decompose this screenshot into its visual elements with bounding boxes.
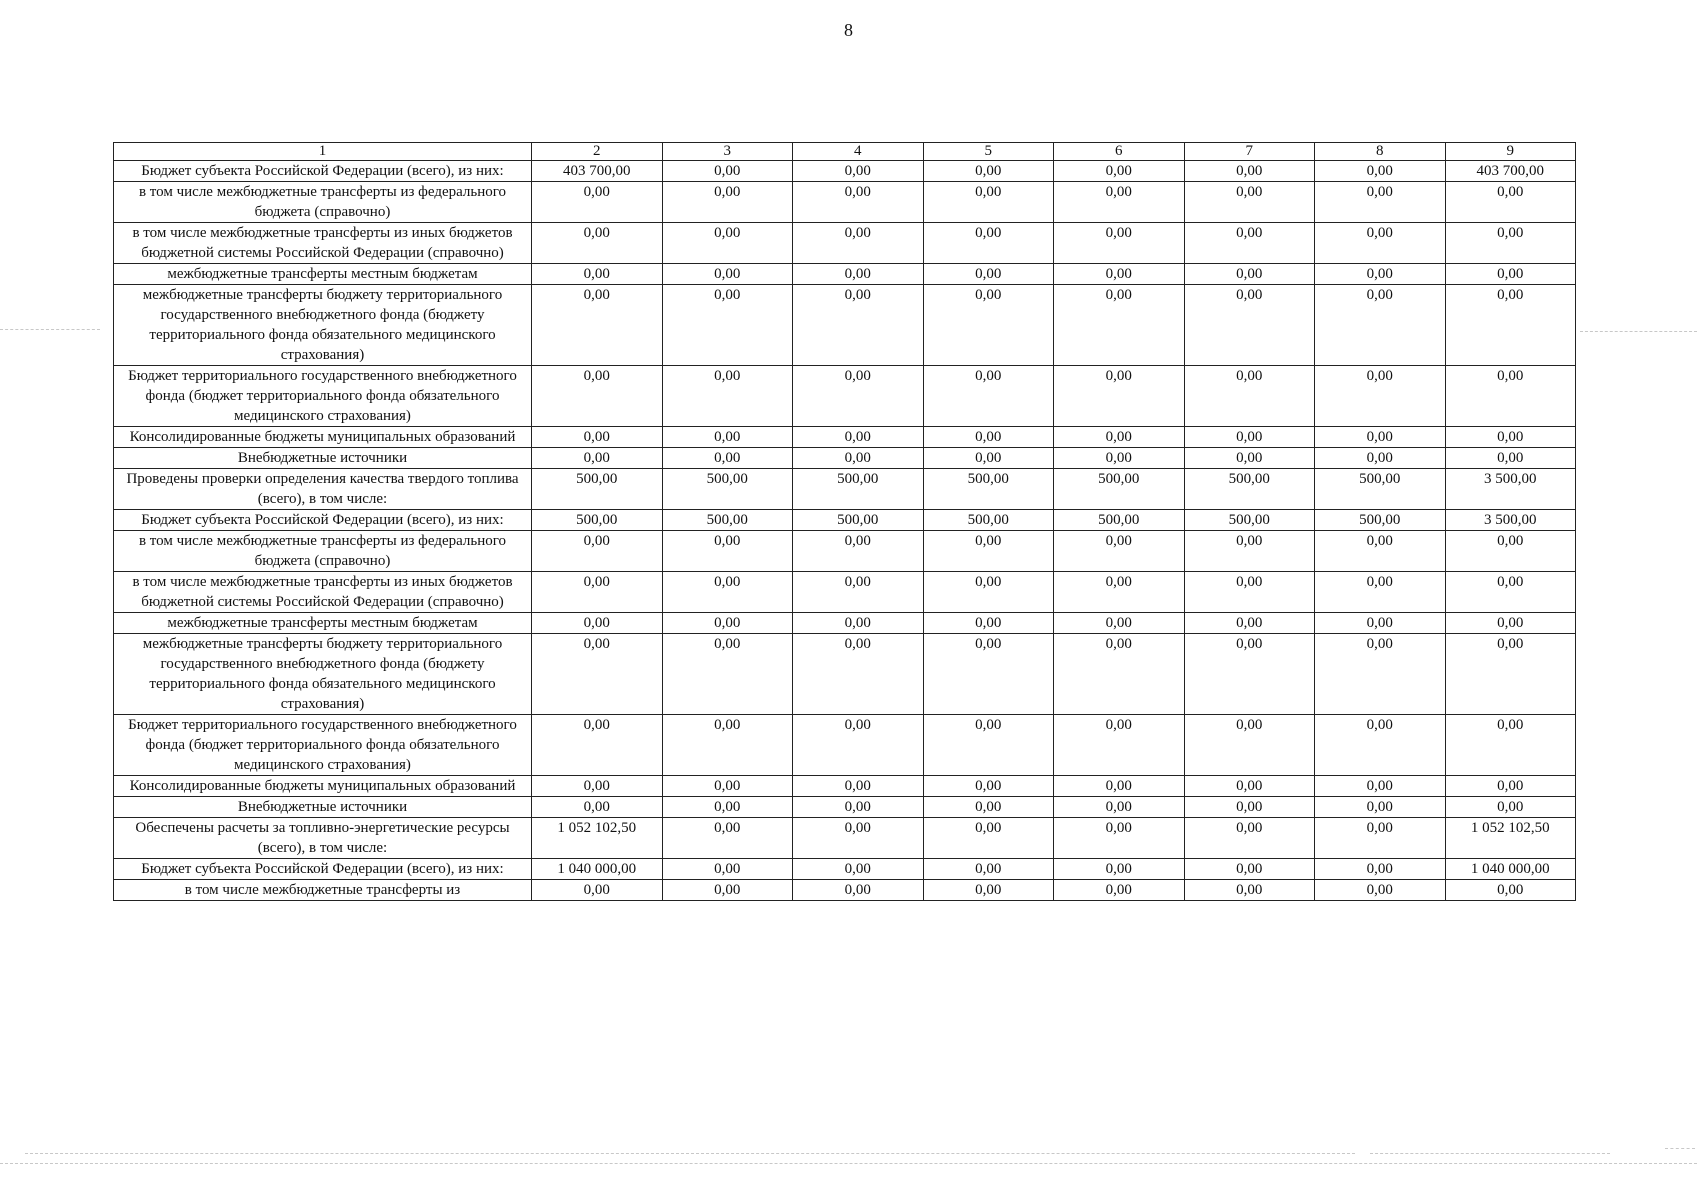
budget-table — [113, 142, 1576, 901]
value-cell: 0,00 — [1054, 427, 1185, 448]
column-header-5: 5 — [923, 143, 1054, 161]
value-cell: 0,00 — [1054, 448, 1185, 469]
value-cell: 0,00 — [793, 264, 924, 285]
table-row — [114, 715, 1576, 776]
table-row — [114, 427, 1576, 448]
column-header-9: 9 — [1445, 143, 1576, 161]
value-cell: 0,00 — [1184, 859, 1315, 880]
row-label: межбюджетные трансферты местным бюджетам — [114, 264, 532, 285]
value-cell: 0,00 — [923, 818, 1054, 859]
value-cell: 0,00 — [1445, 285, 1576, 366]
value-cell: 0,00 — [532, 572, 663, 613]
value-cell: 0,00 — [923, 531, 1054, 572]
value-cell: 0,00 — [1445, 182, 1576, 223]
value-cell: 0,00 — [532, 366, 663, 427]
row-label: межбюджетные трансферты местным бюджетам — [114, 613, 532, 634]
value-cell: 0,00 — [793, 161, 924, 182]
table-row — [114, 613, 1576, 634]
scan-artifact-line — [0, 1163, 1697, 1164]
value-cell: 0,00 — [1054, 634, 1185, 715]
value-cell: 0,00 — [1315, 859, 1446, 880]
value-cell: 0,00 — [662, 776, 793, 797]
value-cell: 0,00 — [662, 223, 793, 264]
value-cell: 0,00 — [662, 366, 793, 427]
value-cell: 0,00 — [793, 859, 924, 880]
value-cell: 0,00 — [1054, 182, 1185, 223]
value-cell: 1 052 102,50 — [532, 818, 663, 859]
value-cell: 0,00 — [1184, 366, 1315, 427]
value-cell: 0,00 — [1445, 797, 1576, 818]
value-cell: 0,00 — [1054, 264, 1185, 285]
value-cell: 0,00 — [1445, 366, 1576, 427]
value-cell: 0,00 — [923, 448, 1054, 469]
value-cell: 0,00 — [1445, 264, 1576, 285]
value-cell: 0,00 — [532, 448, 663, 469]
value-cell: 0,00 — [923, 880, 1054, 901]
value-cell: 0,00 — [1054, 776, 1185, 797]
value-cell: 0,00 — [1184, 797, 1315, 818]
column-header-6: 6 — [1054, 143, 1185, 161]
value-cell: 0,00 — [793, 427, 924, 448]
value-cell: 0,00 — [793, 776, 924, 797]
value-cell: 0,00 — [1184, 880, 1315, 901]
value-cell: 500,00 — [1184, 510, 1315, 531]
value-cell: 0,00 — [1054, 531, 1185, 572]
value-cell: 0,00 — [1184, 572, 1315, 613]
value-cell: 0,00 — [1315, 880, 1446, 901]
value-cell: 0,00 — [532, 613, 663, 634]
value-cell: 1 040 000,00 — [1445, 859, 1576, 880]
value-cell: 0,00 — [923, 264, 1054, 285]
value-cell: 0,00 — [923, 613, 1054, 634]
value-cell: 0,00 — [532, 427, 663, 448]
table-row — [114, 797, 1576, 818]
table-row — [114, 880, 1576, 901]
value-cell: 0,00 — [1315, 285, 1446, 366]
value-cell: 0,00 — [923, 715, 1054, 776]
value-cell: 0,00 — [1054, 223, 1185, 264]
table-row — [114, 634, 1576, 715]
scan-artifact-line — [25, 1153, 1355, 1154]
value-cell: 500,00 — [532, 510, 663, 531]
value-cell: 0,00 — [1315, 613, 1446, 634]
scan-artifact-line — [0, 329, 100, 330]
value-cell: 0,00 — [1054, 613, 1185, 634]
value-cell: 0,00 — [1054, 818, 1185, 859]
value-cell: 0,00 — [1184, 776, 1315, 797]
row-label: в том числе межбюджетные трансферты из федерального бюджета (справочно) — [114, 182, 532, 223]
scan-artifact-line — [1580, 331, 1697, 332]
value-cell: 0,00 — [793, 223, 924, 264]
row-label: в том числе межбюджетные трансферты из федерального бюджета (справочно) — [114, 531, 532, 572]
value-cell: 0,00 — [1184, 161, 1315, 182]
row-label: Внебюджетные источники — [114, 797, 532, 818]
value-cell: 0,00 — [923, 859, 1054, 880]
value-cell: 0,00 — [1445, 572, 1576, 613]
value-cell: 0,00 — [1184, 182, 1315, 223]
value-cell: 0,00 — [1184, 613, 1315, 634]
value-cell: 0,00 — [1054, 859, 1185, 880]
row-label: Консолидированные бюджеты муниципальных образований — [114, 427, 532, 448]
value-cell: 0,00 — [793, 634, 924, 715]
header-row — [114, 143, 1576, 161]
value-cell: 1 040 000,00 — [532, 859, 663, 880]
row-label: Консолидированные бюджеты муниципальных образований — [114, 776, 532, 797]
value-cell: 0,00 — [1184, 427, 1315, 448]
value-cell: 500,00 — [1054, 510, 1185, 531]
value-cell: 403 700,00 — [1445, 161, 1576, 182]
value-cell: 0,00 — [923, 572, 1054, 613]
value-cell: 0,00 — [532, 634, 663, 715]
value-cell: 0,00 — [1315, 634, 1446, 715]
table-row — [114, 285, 1576, 366]
value-cell: 1 052 102,50 — [1445, 818, 1576, 859]
value-cell: 0,00 — [1184, 818, 1315, 859]
value-cell: 0,00 — [1054, 880, 1185, 901]
row-label: в том числе межбюджетные трансферты из иных бюджетов бюджетной системы Российской Федерации (справочно) — [114, 572, 532, 613]
value-cell: 0,00 — [1315, 427, 1446, 448]
value-cell: 0,00 — [532, 797, 663, 818]
value-cell: 0,00 — [1445, 634, 1576, 715]
value-cell: 0,00 — [1445, 715, 1576, 776]
value-cell: 0,00 — [793, 613, 924, 634]
value-cell: 0,00 — [1315, 818, 1446, 859]
value-cell: 0,00 — [1315, 264, 1446, 285]
value-cell: 0,00 — [662, 797, 793, 818]
value-cell: 0,00 — [1184, 715, 1315, 776]
value-cell: 0,00 — [662, 880, 793, 901]
value-cell: 0,00 — [532, 776, 663, 797]
value-cell: 0,00 — [1445, 531, 1576, 572]
value-cell: 0,00 — [1054, 366, 1185, 427]
row-label: межбюджетные трансферты бюджету территориального государственного внебюджетного фонда (бюджету территориального фонда обязательного медицинского страхования) — [114, 285, 532, 366]
value-cell: 0,00 — [923, 366, 1054, 427]
table-row — [114, 448, 1576, 469]
table-body — [114, 161, 1576, 901]
row-label: в том числе межбюджетные трансферты из иных бюджетов бюджетной системы Российской Федерации (справочно) — [114, 223, 532, 264]
value-cell: 0,00 — [662, 285, 793, 366]
value-cell: 0,00 — [662, 427, 793, 448]
value-cell: 0,00 — [793, 797, 924, 818]
value-cell: 0,00 — [1184, 448, 1315, 469]
value-cell: 0,00 — [1054, 715, 1185, 776]
value-cell: 0,00 — [662, 715, 793, 776]
value-cell: 0,00 — [923, 182, 1054, 223]
row-label: Проведены проверки определения качества твердого топлива (всего), в том числе: — [114, 469, 532, 510]
table-row — [114, 510, 1576, 531]
row-label: межбюджетные трансферты бюджету территориального государственного внебюджетного фонда (бюджету территориального фонда обязательного медицинского страхования) — [114, 634, 532, 715]
value-cell: 0,00 — [1184, 531, 1315, 572]
value-cell: 0,00 — [662, 161, 793, 182]
value-cell: 0,00 — [1315, 182, 1446, 223]
value-cell: 0,00 — [1445, 448, 1576, 469]
value-cell: 500,00 — [923, 510, 1054, 531]
row-label: Внебюджетные источники — [114, 448, 532, 469]
table-row — [114, 572, 1576, 613]
value-cell: 0,00 — [793, 366, 924, 427]
value-cell: 0,00 — [1184, 264, 1315, 285]
value-cell: 0,00 — [532, 182, 663, 223]
value-cell: 0,00 — [662, 572, 793, 613]
value-cell: 0,00 — [1315, 161, 1446, 182]
row-label: в том числе межбюджетные трансферты из — [114, 880, 532, 901]
value-cell: 0,00 — [662, 634, 793, 715]
value-cell: 500,00 — [1184, 469, 1315, 510]
value-cell: 0,00 — [1445, 776, 1576, 797]
value-cell: 0,00 — [532, 531, 663, 572]
row-label: Бюджет субъекта Российской Федерации (всего), из них: — [114, 161, 532, 182]
value-cell: 403 700,00 — [532, 161, 663, 182]
value-cell: 0,00 — [793, 880, 924, 901]
table-row — [114, 223, 1576, 264]
value-cell: 0,00 — [662, 182, 793, 223]
row-label: Обеспечены расчеты за топливно-энергетические ресурсы (всего), в том числе: — [114, 818, 532, 859]
value-cell: 0,00 — [662, 818, 793, 859]
value-cell: 0,00 — [662, 448, 793, 469]
value-cell: 0,00 — [1445, 880, 1576, 901]
value-cell: 0,00 — [532, 715, 663, 776]
column-header-3: 3 — [662, 143, 793, 161]
value-cell: 0,00 — [532, 264, 663, 285]
value-cell: 500,00 — [532, 469, 663, 510]
value-cell: 500,00 — [1315, 510, 1446, 531]
value-cell: 3 500,00 — [1445, 469, 1576, 510]
value-cell: 500,00 — [793, 510, 924, 531]
value-cell: 0,00 — [923, 285, 1054, 366]
value-cell: 0,00 — [793, 285, 924, 366]
row-label: Бюджет территориального государственного внебюджетного фонда (бюджет территориального фонда обязательного медицинского страхования) — [114, 366, 532, 427]
table-row — [114, 182, 1576, 223]
value-cell: 0,00 — [532, 223, 663, 264]
table-row — [114, 469, 1576, 510]
value-cell: 0,00 — [1445, 427, 1576, 448]
value-cell: 500,00 — [793, 469, 924, 510]
value-cell: 0,00 — [1315, 531, 1446, 572]
column-header-8: 8 — [1315, 143, 1446, 161]
row-label: Бюджет субъекта Российской Федерации (всего), из них: — [114, 859, 532, 880]
value-cell: 0,00 — [793, 448, 924, 469]
value-cell: 0,00 — [923, 223, 1054, 264]
column-header-7: 7 — [1184, 143, 1315, 161]
value-cell: 500,00 — [662, 510, 793, 531]
column-header-4: 4 — [793, 143, 924, 161]
value-cell: 0,00 — [1184, 285, 1315, 366]
table-row — [114, 264, 1576, 285]
table-row — [114, 859, 1576, 880]
value-cell: 0,00 — [662, 613, 793, 634]
value-cell: 0,00 — [923, 161, 1054, 182]
row-label: Бюджет субъекта Российской Федерации (всего), из них: — [114, 510, 532, 531]
value-cell: 0,00 — [793, 531, 924, 572]
value-cell: 0,00 — [793, 182, 924, 223]
column-header-1: 1 — [114, 143, 532, 161]
value-cell: 0,00 — [923, 634, 1054, 715]
value-cell: 0,00 — [662, 531, 793, 572]
value-cell: 0,00 — [923, 776, 1054, 797]
value-cell: 500,00 — [662, 469, 793, 510]
value-cell: 0,00 — [1315, 448, 1446, 469]
column-header-2: 2 — [532, 143, 663, 161]
value-cell: 0,00 — [1315, 715, 1446, 776]
value-cell: 0,00 — [532, 880, 663, 901]
value-cell: 0,00 — [923, 427, 1054, 448]
value-cell: 500,00 — [1315, 469, 1446, 510]
table-row — [114, 366, 1576, 427]
value-cell: 500,00 — [1054, 469, 1185, 510]
value-cell: 0,00 — [1315, 572, 1446, 613]
value-cell: 0,00 — [1315, 223, 1446, 264]
value-cell: 0,00 — [1184, 634, 1315, 715]
value-cell: 0,00 — [1315, 776, 1446, 797]
value-cell: 0,00 — [923, 797, 1054, 818]
table-row — [114, 818, 1576, 859]
table-row — [114, 161, 1576, 182]
value-cell: 0,00 — [1315, 366, 1446, 427]
page-number: 8 — [844, 20, 853, 40]
value-cell: 0,00 — [1445, 613, 1576, 634]
value-cell: 3 500,00 — [1445, 510, 1576, 531]
value-cell: 0,00 — [1184, 223, 1315, 264]
scan-artifact-line — [1370, 1153, 1610, 1154]
table-row — [114, 531, 1576, 572]
value-cell: 0,00 — [1315, 797, 1446, 818]
value-cell: 0,00 — [1054, 161, 1185, 182]
value-cell: 0,00 — [662, 264, 793, 285]
value-cell: 0,00 — [1054, 285, 1185, 366]
row-label: Бюджет территориального государственного внебюджетного фонда (бюджет территориального фонда обязательного медицинского страхования) — [114, 715, 532, 776]
value-cell: 0,00 — [793, 715, 924, 776]
value-cell: 0,00 — [532, 285, 663, 366]
scan-artifact-line — [1665, 1148, 1695, 1149]
value-cell: 0,00 — [793, 818, 924, 859]
table-row — [114, 776, 1576, 797]
value-cell: 500,00 — [923, 469, 1054, 510]
value-cell: 0,00 — [1054, 572, 1185, 613]
value-cell: 0,00 — [793, 572, 924, 613]
value-cell: 0,00 — [1054, 797, 1185, 818]
value-cell: 0,00 — [662, 859, 793, 880]
value-cell: 0,00 — [1445, 223, 1576, 264]
